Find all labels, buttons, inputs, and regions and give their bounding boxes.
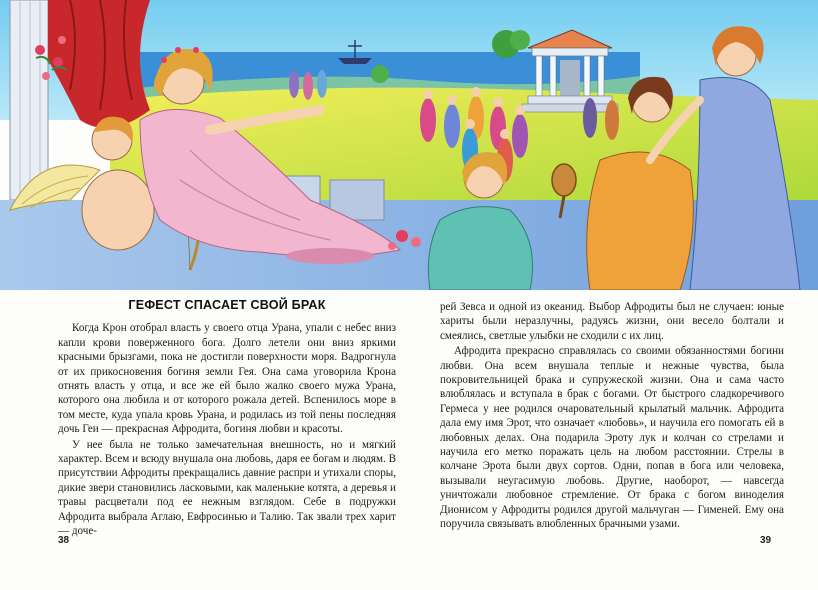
tree <box>371 65 389 83</box>
tree <box>510 30 530 50</box>
paragraph: Когда Крон отобрал власть у своего отца Урана, упали с небес вниз капли крови поверженного бога. Долго летели они вниз яркими красными брызгами, пока не достигли поверхности моря. Вадрогнула от их прикосновения богиня земли Гея. Она сама уговорила Крона отнять власть у отца, и все же ей было жалко своего мужа Урана, которого она любила и от которого рожала детей. Вспенилось море в том месте, куда упала кровь Урана, и родилась из той пены последняя дочь Геи — прекрасная Афродита, богиня любви и красоты. <box>58 322 396 436</box>
page-number-right: 39 <box>760 535 772 546</box>
marble-column <box>10 0 48 200</box>
paragraph: рей Зевса и одной из океанид. Выбор Афродиты был не случаен: юные хариты были неразлучны, радуясь жизни, они весело болтали и смеялись, светлые улыбки не сходили с их лиц. <box>440 301 784 342</box>
illustration-canvas <box>0 0 818 290</box>
right-page-text <box>440 300 784 532</box>
left-page-text <box>58 298 396 539</box>
paragraph: У нее была не только замечательная внешность, но и мягкий характер. Всем и всюду внушала она любовь, даря ее богам и людям. В присутствии Афродиты прекращались давние распри и утихали споры, дикие звери становились ласковыми, как маленькие котята, а деревья и травы расцветали под ее нежным взглядом. Себе в подружки Афродита выбрала Аглаю, Евфросинью и Талию. Так звали трех харит — доче- <box>58 438 396 538</box>
paragraph: Афродита прекрасно справлялась со своими обязанностями богини любви. Она всем внушала теплые и нежные чувства, была покровительницей брака и супружеской жизни. Она и сама часто влюблялась и вступала в брак с богами. От быстрого сладкоречивого Гермеса у нее родился очаровательный крылатый мальчик. Афродита дала ему имя Эрот, что означает «любовь», и научила его помогать ей в любовных делах. Она подарила Эроту лук и колчан со стрелами и научила его метко поражать цель на любом расстоянии. Стрелы в колчане Эрота были двух сортов. Одни, попав в бога или человека, вызывали неугасимую любовь. Другие, наоборот, — навсегда уничтожали любовное стремление. От брака с богом виноделия Дионисом у Афродиты родился другой мальчуган — Гименей. Ему она поручила связывать влюбленных брачными узами. <box>440 345 784 531</box>
mythology-illustration <box>0 0 818 290</box>
page-number-left: 38 <box>58 535 70 546</box>
hand-mirror-icon <box>552 164 576 196</box>
chapter-title: ГЕФЕСТ СПАСАЕТ СВОЙ БРАК <box>128 298 326 312</box>
